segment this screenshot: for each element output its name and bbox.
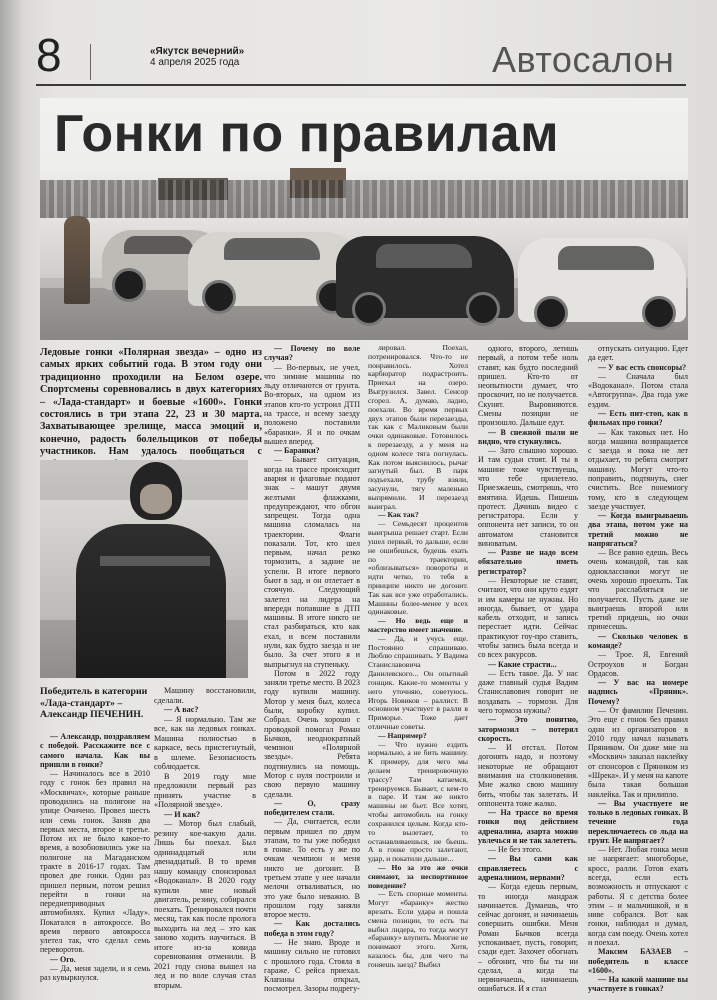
paragraph: — И как? — [164, 809, 201, 819]
article-column-1 — [40, 732, 150, 983]
paragraph: Максим БАЗАЕВ – победитель в классе «1600». — [588, 947, 688, 975]
paragraph: — Как достались победа в этом году? — [264, 919, 360, 938]
paragraph: — А вас? — [164, 705, 199, 715]
paragraph: — Зато слышно хорошо. И там судьи стоят. И ты в машине тоже чувствуешь, что тебе прилетело. Приезжаешь, смотришь, что вмятина. Идешь. Пишешь протест. Дачишь видео с регистратора. Если у оппонента нет записи, то он автоматом становится виноватым. — [478, 446, 578, 548]
paragraph: — И отстал. Потом догонять надо, и поэтому некоторые не обращают внимания на столкновения. Мне жалко свою машину бить, чтобы так залетать. И оппонента тоже жалко. — [478, 743, 578, 808]
paragraph: — Не знаю. Вроде и машину сильно не готовил с прошлого года. Стояла в гараже. С рейса приехал. Клапаны открыл, посмотрел. Зазоры подрегу- — [264, 938, 360, 994]
paragraph: одного, второго, летишь первый, а потом тебе ноль ставят, как будто последний пришел. Кто-то от неопытности думает, что проскочит, но не получается. Скунят. Выровняются. Смены позиции не произошло. Дальше едут. — [478, 344, 578, 428]
paragraph: — Сколько человек в команде? — [588, 631, 688, 650]
race-car-3 — [336, 236, 514, 318]
header-divider — [90, 44, 91, 80]
paragraph: — Все равно едешь. Весь очень командой, так как одноклассники могут не очень хорошо проехать. Так что расслабляться не получается. Пусть даже не выиграешь второй или третий придешь, но очки принесешь. — [588, 548, 688, 632]
paragraph: — Бывает ситуация, когда на трассе происходит авария и флаговые подают знак – машут двумя желтыми флажками, предупреждают, что обгон запрещен. Тогда одна машина сломалась на траектории. Флаги показали. Тот, кто шел первым, начал резко тормозить, а задние не успели. В итоге первого бьют в зад, и он отлетает в стоячую. Следующий залетел на лидера на впереди попавшие в ДТП машины. В итоге никто не стал разбираться, кто как ехал, и всем поставили нули, как будто заезда и не было. За счет этого я и выпрыгнул на ступеньку. — [264, 455, 360, 669]
paragraph: — Когда выигрываешь два этапа, потом уже на третий можно не напрягаться? — [588, 511, 688, 548]
paragraph: — Да, считается, если первым пришел по двум этапам, то ты уже победил в гонке. То есть у же по очкам чемпион и меня никто не догонит. В третьем этапе у нее начали мелочи отваливаться, но это уже было неважно. В прошлом году заняли второе место. — [264, 817, 360, 920]
paragraph: — На трассе во время гонки под действием адреналина, азарта можно увлечься и не так залететь. — [478, 808, 578, 845]
paragraph: — В снежной пыли не видно, что стукнулись. — [478, 427, 578, 446]
paragraph: — Но за это же очки снимают, за неспортивное поведение? — [368, 862, 468, 890]
section-title: Автосалон — [492, 39, 675, 80]
paragraph: — Во-первых, не учел, что зимние машины по льду отличаются от грунта. Во-вторых, на одном из этапов кто-то устроил ДТП на трассе, и всему заезду положено поставили «баранки». Я и по очкам вышел вперед. — [264, 362, 360, 446]
paragraph: — Трое. Я, Евгений Остроухов и Богдан Ордасов. — [588, 650, 688, 678]
paragraph: — Что нужно ездить нормально, а не бить машину. К примеру, для чего мы делаем тренировочную трассу? Там катаемся, тренируемся. Бывает, с кем-то в паре. И там же никто машины не бьет. Все хотят, чтобы автомобиль на гонку сохранился целым. Когда кто-то вылетает, то останавливаешься, не бьешь. А в гонке просто залетают, удар, и покатили дальше... — [368, 739, 468, 864]
article-headline: Гонки по правилам — [54, 105, 560, 163]
paragraph: Потом в 2022 году заняли третье место. В 2023 году купили машину. Мотор у меня был, колеса были, коробку купил. Собрал. Очень хорошо с проводкой помогал Роман Бычков, неоднократный чемпион «Полярной звезды». Ребята подтянулись на помощь. Мотор с нуля построили и свою первую машину сделали. — [264, 668, 360, 799]
race-car-4 — [518, 238, 686, 322]
paragraph: лировал. Поехал, потренировался. Что-то не понравилось. Хотел карбюратор подрастроить. Приехал на озеро. Выгрузился. Завел. Сенсор сгорел. А, думаю, ладно, поехали. Во время первых двух этапов были перезаезды, так как с Маликовым были очки одинаковые. Готовилось к перезаезду, а у меня на одном колесе тяга погнулась. Как потом выяснилось, рычаг загнутый был. В парк подъехали, трубу взяли, засунули, тягу маленько выпрямили. И перезаезд выиграл. — [368, 343, 468, 511]
paragraph: — Но ведь еще и мастерство имеет значение. — [368, 616, 468, 634]
paragraph: — Да, и учусь еще. Постоянно спрашиваю. Люблю спрашивать. У Вадима Станиславовича Данилевского... Он опытный гонщик. Какие-то моменты у него уточняю, советуюсь. Игорь Новиков – раллист. В основном участвует в ралли в Приморье. Тоже дает отличные советы. — [368, 633, 468, 731]
paragraph: — Например? — [378, 730, 427, 740]
paragraph: — Есть такое. Да. У нас даже главный судья Вадим Станиславович говорит не воздавать – тормози. Для чего тормоза нужны? — [478, 668, 578, 715]
page-fold-shadow — [0, 0, 22, 1000]
paragraph: В 2019 году мне предложили первый раз принять участие в «Полярной звезде». — [154, 771, 256, 810]
photo-crowd — [40, 180, 688, 220]
racer-body — [76, 524, 226, 678]
racer-portrait-photo — [40, 460, 248, 678]
paragraph: — Баранки? — [274, 446, 320, 456]
paragraph: — Александр, поздравляем с победой. Расскажите все с самого начала. Как вы пришли в гонки? — [40, 732, 150, 769]
paragraph: — О, сразу победителем стали. — [264, 798, 360, 818]
paragraph: — Есть спорные моменты. Могут «баранку» жестко врезать. Если удара и пошла смена позиции, то есть ты выбил лидера, то тогда могут «баранку» влупить. Многие не понимают этого. Хотя, казалось бы, для чего ты гоняешь заезд? Выбил — [368, 889, 468, 969]
paragraph: — Не без этого. — [488, 845, 543, 855]
article-column-3 — [264, 344, 360, 994]
paragraph: — Нет. Любая гонка меня не напрягает: многоборье, кросс, ралли. Готов ехать всегда, если есть возможность и отпускают с работы. Я с детства более этим – и мальчишкой, и в ниве собрался. Вот как гонки, наблюдал и думал, когда сам поеду. Очень хотел и поехал. — [588, 845, 688, 947]
article-column-2 — [154, 686, 256, 991]
racer-stripe — [100, 556, 210, 566]
paragraph: — Вы участвуете не только в ледовых гонках. В течение года переключаетесь со льда на грунт. Не напрягает? — [588, 798, 688, 845]
paragraph: отпускать ситуацию. Едет да едет. — [588, 344, 688, 363]
article-column-5 — [478, 344, 578, 994]
issue-date: 4 апреля 2025 года — [150, 57, 240, 68]
masthead — [150, 46, 244, 68]
paragraph: — Как таковых нет. Но когда машина возвращается с заезда и пока не лет отдыхает, то ребята смотрят машину. Могут что-то поправить, подтянуть, снег счистить. Все понемногу тому, кто в следующем заезде участвует. — [588, 427, 688, 511]
article-lead: Ледовые гонки «Полярная звезда» – одно из самых ярких событий года. В этом году они традиционно проходили на Белом озере. Спортсмены соревновались в двух категориях – «Лада-стандарт» и боевые «1600». Гонки состоялись в три этапа 22, 23 и 30 марта. Захватывающее зрелище, масса эмоций и, конечно, радость болельщиков от победы участников. Нам удалось пообщаться с — [40, 347, 262, 458]
article-column-4 — [368, 344, 468, 970]
article-column-6 — [588, 344, 688, 994]
paragraph: — Сначала был «Водоканал». Потом стала «Автогруппа». Два года уже ездим. — [588, 371, 688, 409]
header-rule — [36, 84, 686, 86]
paragraph: — Ого. — [50, 954, 76, 964]
paragraph: — Семьдесят процентов выигрыша решает старт. Если ушел первый, то дальше, если не ошибешься, будешь ехать по траектории, «облизываться» повороты и идти четко, то тебя в принципе никто не догонит. Так как все уже отработались. Машины более-менее у всех одинаковые. — [368, 519, 468, 617]
paragraph: — Какие страсти... — [488, 659, 557, 669]
paragraph: — Мотор был слабый, резину кое-какую дали. Лишь бы поехал. Был одиннадцатый или двенадцатый. В то время нашу команду спонсировал «Водоканал». В 2020 году купили мне новый двигатель, резину, собирался поехать. Тренировался почти месяц, так как после пролога выходить на лед – это как заново ходить научиться. В итоге из-за ковида соревнования отменили. В 2021 году снова вышел на лед и по воле случая стал вторым. — [154, 819, 256, 990]
paragraph: — Почему по воле случая? — [264, 344, 360, 363]
paragraph: — У вас есть спонсоры? — [598, 362, 687, 372]
photo-caption: Победитель в категории «Лада-стандарт» – Александр ПЕЧЕНИН. — [40, 686, 148, 720]
paragraph: — От фамилии Печенин. Это еще с гонок без правил одни из организаторов в 2010 году начал называть Пряником. Он даже мне на «Москвич» заказал наклейку от спонсоров с Пряником из «Шрека». И у меня на капоте была такая большая наклейка. Так и прилипло. — [588, 705, 688, 799]
paragraph: — Вы сами как справляетесь с адреналином, нервами? — [478, 854, 578, 883]
paragraph: — Разве не надо всем обязательно иметь регистратор? — [478, 548, 578, 576]
paragraph: — Некоторые не ставят, считают, что они круто ездят и им камеры не нужны. Но иногда, бывает, от удара кабель отходит, и запись перестает идти. Сейчас практикуют гоу-про ставить, чтобы запись была всегда и со всех ракурсов. — [478, 576, 578, 660]
paragraph: — У вас на номере надпись «Пряник». Почему? — [588, 678, 688, 706]
paragraph: — Это понятно, затормозил – потерял скорость. — [478, 715, 578, 743]
racer-face — [140, 484, 172, 514]
paragraph: — Как так? — [378, 510, 419, 520]
page-number: 8 — [36, 29, 62, 81]
paragraph: — Да, меня задели, и я семь раз кувыркнулся. — [40, 964, 150, 983]
paragraph: — На какой машине вы участвуете в гонках? — [588, 975, 688, 994]
paragraph: — Я нормально. Там же все, как на ледовых гонках. Машина полностью в каркасе, весь пристегнутый, в шлеме. Безопасность соблюдается. — [154, 714, 256, 772]
paper-name: «Якутск вечерний» — [150, 46, 245, 57]
paragraph: — Когда едешь первым, то иногда мандраж начинается. Думаешь, что сейчас догонят, и начинаешь совершать ошибки. Меня Роман Бычков всегда успокаивает, пусть, говорит, сзади едет. Захочет обогнать – обгонит, что бы ты ни сделал, а когда ты нервничаешь, начинаешь ошибаться. И я стал — [478, 882, 578, 994]
paragraph: Машину восстановили, сделали. — [154, 686, 256, 705]
photo-spectator — [64, 216, 90, 304]
paragraph: — Есть пит-стоп, как в фильмах про гонки? — [588, 408, 688, 428]
paragraph: — Начиналось все в 2010 году с гонок без правил на «Москвичах», которые раньше проводились на полигоне на улице Очичено. Провел шесть или семь гонок. Заняв два первых места, второе и третье. Потом их не было какое-то время, а возобновились уже на полигоне на Магаданском тракте в 2016-17 годах. Там провел две гонки. Один раз пришел первым, потом решил перейти в гонки на переднеприводных автомобилях. Купил «Ладу». Покатался в автокроссе. Во время первого автокросса улетел так, что сделал семь переворотов. — [40, 769, 150, 955]
